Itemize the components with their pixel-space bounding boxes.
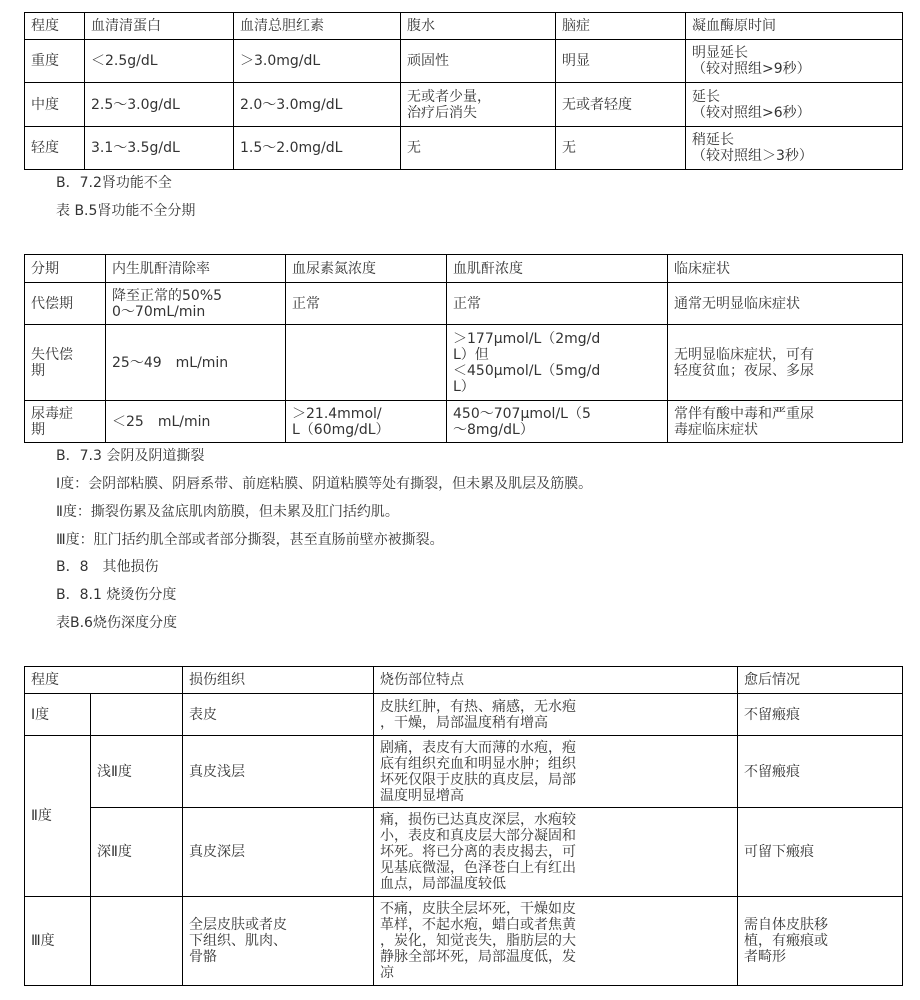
table1-header: 腹水 <box>401 13 556 40</box>
table3-feature: 剧痛，表皮有大而薄的水疱，疱 底有组织充血和明显水肿；组织 坏死仅限于皮肤的真皮层，局部 温度明显增高 <box>374 736 738 808</box>
table3-degree: Ⅱ度 <box>25 736 91 897</box>
tear-degree-3: Ⅲ度：肛门括约肌全部或者部分撕裂，甚至直肠前壁亦被撕裂。 <box>56 532 444 548</box>
burn-depth-table <box>24 666 903 986</box>
table3-header: 烧伤部位特点 <box>374 667 738 694</box>
section-heading-b81: B．8.1 烧烫伤分度 <box>56 587 177 603</box>
table1-cell: 2.0～3.0mg/dL <box>234 83 401 127</box>
table3-tissue: 真皮浅层 <box>183 736 374 808</box>
table3-header: 损伤组织 <box>183 667 374 694</box>
table1-header: 血清总胆红素 <box>234 13 401 40</box>
table3-header: 程度 <box>25 667 183 694</box>
table3-subdegree: 浅Ⅱ度 <box>91 736 183 808</box>
table2-header: 血肌酐浓度 <box>447 255 668 283</box>
table1-cell: 稍延长 （较对照组＞3秒） <box>686 127 903 170</box>
table1-cell: ＜2.5g/dL <box>85 40 234 83</box>
table2-cell: 失代偿 期 <box>25 325 106 401</box>
table2-cell: ＞21.4mmol/ L（60mg/dL） <box>286 401 447 443</box>
table2-cell: 正常 <box>286 283 447 325</box>
table-caption-b5: 表 B.5肾功能不全分期 <box>56 203 196 219</box>
table3-degree: Ⅰ度 <box>25 694 91 736</box>
table3-tissue: 全层皮肤或者皮 下组织、肌肉、 骨骼 <box>183 897 374 986</box>
table3-subdegree: 深Ⅱ度 <box>91 808 183 897</box>
table1-header: 凝血酶原时间 <box>686 13 903 40</box>
table-caption-b6: 表B.6烧伤深度分度 <box>56 615 177 631</box>
tear-degree-1: Ⅰ度：会阴部粘膜、阴唇系带、前庭粘膜、阴道粘膜等处有撕裂，但未累及肌层及筋膜。 <box>56 476 593 492</box>
table3-degree: Ⅲ度 <box>25 897 91 986</box>
table1-cell: 轻度 <box>25 127 85 170</box>
table2-cell: 25～49 mL/min <box>106 325 286 401</box>
section-heading-b73: B．7.3 会阴及阴道撕裂 <box>56 448 205 464</box>
renal-insufficiency-table <box>24 254 903 443</box>
section-heading-b72: B．7.2肾功能不全 <box>56 175 172 191</box>
table2-header: 血尿素氮浓度 <box>286 255 447 283</box>
table3-tissue: 表皮 <box>183 694 374 736</box>
table1-cell: 3.1～3.5g/dL <box>85 127 234 170</box>
table1-cell: 明显 <box>556 40 686 83</box>
table1-header: 脑症 <box>556 13 686 40</box>
table1-cell: 无 <box>401 127 556 170</box>
table2-cell: 450～707μmol/L（5 ～8mg/dL） <box>447 401 668 443</box>
table1-cell: 重度 <box>25 40 85 83</box>
table1-cell: 延长 （较对照组>6秒） <box>686 83 903 127</box>
table3-subdegree <box>91 694 183 736</box>
tear-degree-2: Ⅱ度：撕裂伤累及盆底肌肉筋膜，但未累及肛门括约肌。 <box>56 504 399 520</box>
table2-header: 内生肌酐清除率 <box>106 255 286 283</box>
table3-outcome: 需自体皮肤移 植，有瘢痕或 者畸形 <box>738 897 903 986</box>
table3-tissue: 真皮深层 <box>183 808 374 897</box>
table2-cell: 无明显临床症状，可有 轻度贫血；夜尿、多尿 <box>668 325 903 401</box>
table1-cell: ＞3.0mg/dL <box>234 40 401 83</box>
table1-cell: 明显延长 （较对照组>9秒） <box>686 40 903 83</box>
table2-cell: 代偿期 <box>25 283 106 325</box>
table3-feature: 痛，损伤已达真皮深层，水疱较 小，表皮和真皮层大部分凝固和 坏死。将已分离的表皮揭去，可 见基底微湿，色泽苍白上有红出 血点，局部温度较低 <box>374 808 738 897</box>
table1-cell: 无 <box>556 127 686 170</box>
liver-function-table <box>24 12 903 170</box>
table3-outcome: 可留下瘢痕 <box>738 808 903 897</box>
table3-feature: 皮肤红肿，有热、痛感，无水疱 ，干燥，局部温度稍有增高 <box>374 694 738 736</box>
table2-cell: ＞177μmol/L（2mg/d L）但 ＜450μmol/L（5mg/d L） <box>447 325 668 401</box>
section-heading-b8: B．8 其他损伤 <box>56 559 159 575</box>
table2-cell: 降至正常的50%5 0～70mL/min <box>106 283 286 325</box>
table1-cell: 无或者轻度 <box>556 83 686 127</box>
table3-outcome: 不留瘢痕 <box>738 694 903 736</box>
table2-header: 分期 <box>25 255 106 283</box>
table1-cell: 2.5～3.0g/dL <box>85 83 234 127</box>
table1-cell: 中度 <box>25 83 85 127</box>
table2-cell: 常伴有酸中毒和严重尿 毒症临床症状 <box>668 401 903 443</box>
table2-cell: ＜25 mL/min <box>106 401 286 443</box>
table1-cell: 1.5～2.0mg/dL <box>234 127 401 170</box>
table1-cell: 顽固性 <box>401 40 556 83</box>
table1-header: 程度 <box>25 13 85 40</box>
table2-cell: 正常 <box>447 283 668 325</box>
table2-cell: 通常无明显临床症状 <box>668 283 903 325</box>
table2-cell: 尿毒症 期 <box>25 401 106 443</box>
table3-subdegree <box>91 897 183 986</box>
table3-header: 愈后情况 <box>738 667 903 694</box>
table3-feature: 不痛，皮肤全层坏死，干燥如皮 革样，不起水疱，蜡白或者焦黄 ，炭化，知觉丧失，脂肪层的大 静脉全部坏死，局部温度低，发 凉 <box>374 897 738 986</box>
table2-cell <box>286 325 447 401</box>
table3-outcome: 不留瘢痕 <box>738 736 903 808</box>
table2-header: 临床症状 <box>668 255 903 283</box>
table1-cell: 无或者少量， 治疗后消失 <box>401 83 556 127</box>
table1-header: 血清清蛋白 <box>85 13 234 40</box>
